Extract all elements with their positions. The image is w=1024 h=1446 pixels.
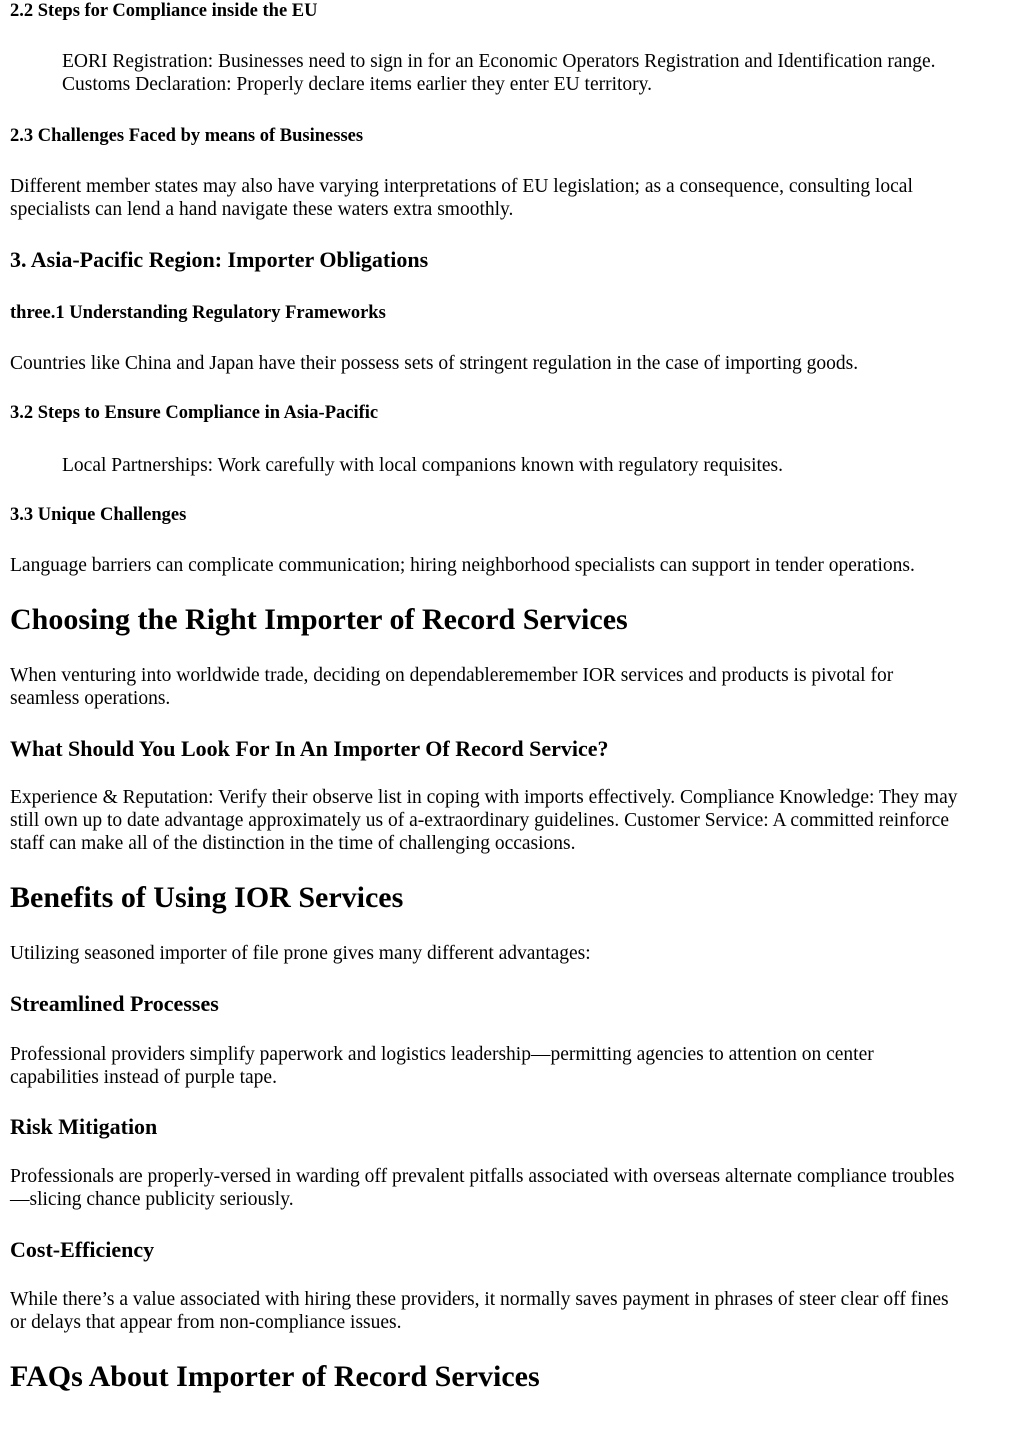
paragraph-line: Different member states may also have varying interpretations of EU legislation; as a consequence, consulting local xyxy=(10,176,913,197)
paragraph-line: or delays that appear from non-compliance issues. xyxy=(10,1312,402,1333)
paragraph-risk xyxy=(10,1165,1014,1211)
quote-line: Local Partnerships: Work carefully with local companions known with regulatory requisites. xyxy=(62,455,784,476)
paragraph-line: When venturing into worldwide trade, deciding on dependableremember IOR services and products is pivotal for xyxy=(10,665,894,686)
paragraph-choosing xyxy=(10,664,1014,710)
quote-line-eori: EORI Registration: Businesses need to sign in for an Economic Operators Registration and Identification range. xyxy=(62,51,936,72)
heading-2-2-steps-eu: 2.2 Steps for Compliance inside the EU xyxy=(10,1,318,21)
paragraph-line: —slicing chance publicity seriously. xyxy=(10,1189,294,1210)
heading-3-2-steps-asia: 3.2 Steps to Ensure Compliance in Asia-Pacific xyxy=(10,403,379,423)
paragraph-line: capabilities instead of purple tape. xyxy=(10,1067,277,1088)
paragraph-eu-challenges xyxy=(10,175,1014,221)
heading-3-3-unique-challenges: 3.3 Unique Challenges xyxy=(10,505,187,525)
paragraph-line: Countries like China and Japan have their possess sets of stringent regulation in the case of importing goods. xyxy=(10,353,859,374)
heading-cost-efficiency: Cost-Efficiency xyxy=(10,1237,155,1262)
paragraph-line: Language barriers can complicate communication; hiring neighborhood specialists can support in tender operations. xyxy=(10,555,915,576)
paragraph-benefits xyxy=(10,942,1014,965)
paragraph-line: seamless operations. xyxy=(10,688,171,709)
quote-line-customs: Customs Declaration: Properly declare items earlier they enter EU territory. xyxy=(62,74,653,95)
paragraph-unique-challenges xyxy=(10,554,1014,577)
heading-3-asia-pacific: 3. Asia-Pacific Region: Importer Obligations xyxy=(10,247,429,272)
heading-what-to-look-for: What Should You Look For In An Importer Of Record Service? xyxy=(10,736,609,761)
paragraph-line: still own up to date advantage approximately us of a-extraordinary guidelines. Customer Service: A committed reinforce xyxy=(10,810,949,831)
heading-faqs: FAQs About Importer of Record Services xyxy=(10,1360,540,1393)
quote-local-partnerships xyxy=(62,454,1014,477)
heading-streamlined-processes: Streamlined Processes xyxy=(10,991,219,1016)
paragraph-line: Professionals are properly-versed in warding off prevalent pitfalls associated with overseas alternate compliance troubles xyxy=(10,1166,955,1187)
heading-risk-mitigation: Risk Mitigation xyxy=(10,1114,158,1139)
heading-3-1-frameworks: three.1 Understanding Regulatory Frameworks xyxy=(10,303,386,323)
paragraph-cost xyxy=(10,1288,1014,1334)
paragraph-line: Professional providers simplify paperwork and logistics leadership—permitting agencies to attention on center xyxy=(10,1044,874,1065)
heading-benefits: Benefits of Using IOR Services xyxy=(10,881,404,914)
paragraph-line: Experience & Reputation: Verify their observe list in coping with imports effectively. Compliance Knowledge: They may xyxy=(10,787,958,808)
paragraph-what-to-look-for xyxy=(10,786,1014,855)
paragraph-frameworks xyxy=(10,352,1014,375)
paragraph-line: Utilizing seasoned importer of file prone gives many different advantages: xyxy=(10,943,591,964)
paragraph-streamlined xyxy=(10,1043,1014,1089)
heading-choosing-ior: Choosing the Right Importer of Record Services xyxy=(10,603,628,636)
paragraph-line: staff can make all of the distinction in the time of challenging occasions. xyxy=(10,833,576,854)
paragraph-line: While there’s a value associated with hiring these providers, it normally saves payment in phrases of steer clear off fines xyxy=(10,1289,949,1310)
quote-eu-steps xyxy=(62,50,1014,96)
paragraph-line: specialists can lend a hand navigate these waters extra smoothly. xyxy=(10,199,514,220)
heading-2-3-challenges: 2.3 Challenges Faced by means of Businesses xyxy=(10,126,364,146)
